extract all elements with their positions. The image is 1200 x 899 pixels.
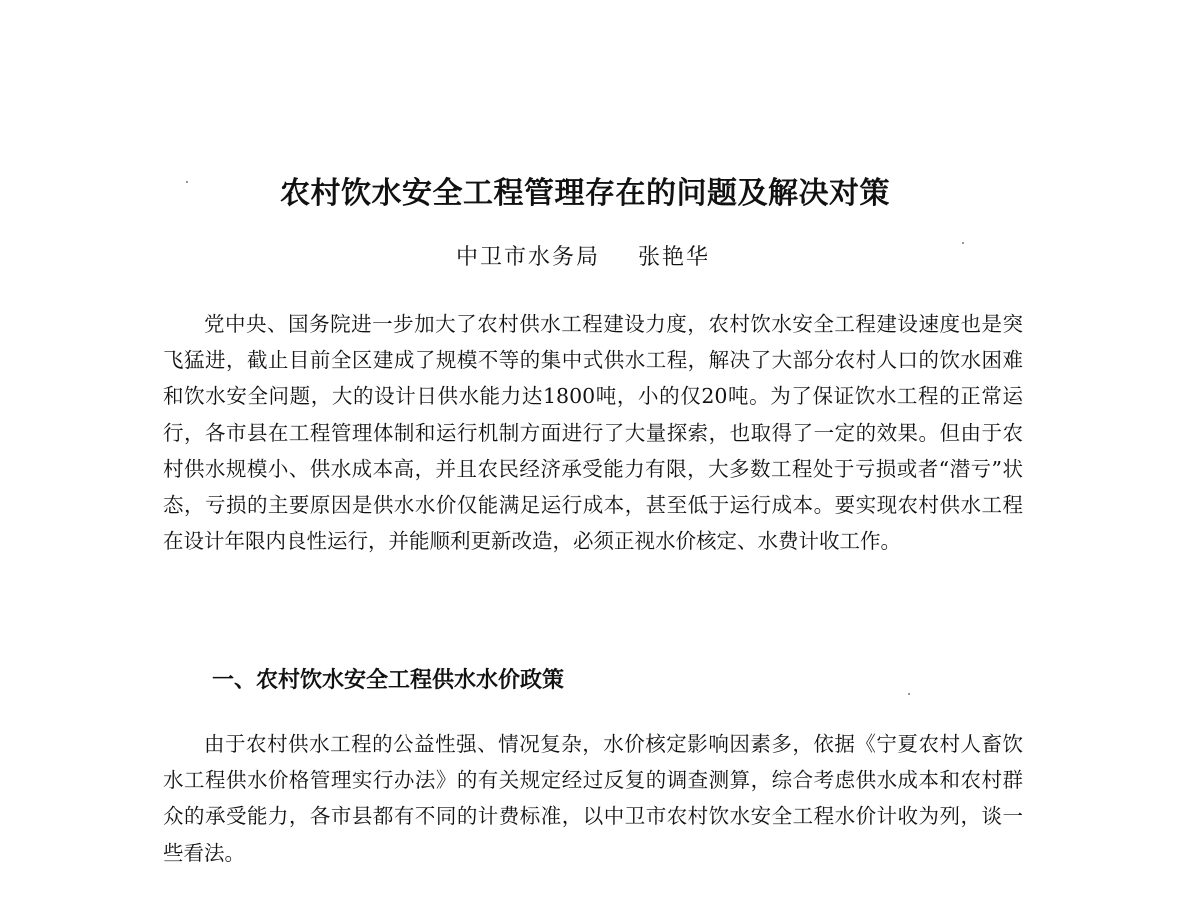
- section-heading: 一、农村饮水安全工程供水水价政策: [212, 668, 565, 693]
- intro-paragraph: 党中央、国务院进一步加大了农村供水工程建设力度，农村饮水安全工程建设速度也是突飞猛进，截止目前全区建成了规模不等的集中式供水工程，解决了大部分农村人口的饮水困难和饮水安全问题，大的设计日供水能力达1800吨，小的仅20吨。为了保证饮水工程的正常运行，各市县在工程管理体制和运行机制方面进行了大量探索，也取得了一定的效果。但由于农村供水规模小、供水成本高，并且农民经济承受能力有限，大多数工程处于亏损或者“潜亏”状态，亏损的主要原因是供水水价仅能满足运行成本，甚至低于运行成本。要实现农村供水工程在设计年限内良性运行，并能顺利更新改造，必须正视水价核定、水费计收工作。: [163, 312, 1023, 554]
- scan-speck: [186, 181, 188, 183]
- scan-speck: [962, 242, 964, 244]
- byline-organization: 中卫市水务局: [456, 245, 601, 270]
- section-paragraph: 由于农村供水工程的公益性强、情况复杂，水价核定影响因素多，依据《宁夏农村人畜饮水工程供水价格管理实行办法》的有关规定经过反复的调查测算，综合考虑供水成本和农村群众的承受能力，各市县都有不同的计费标准，以中卫市农村饮水安全工程水价计收为列，谈一些看法。: [163, 732, 1023, 865]
- byline-author: 张艳华: [638, 245, 711, 270]
- scan-speck: [908, 693, 910, 695]
- document-title: 农村饮水安全工程管理存在的问题及解决对策: [280, 176, 890, 211]
- byline: [456, 240, 710, 271]
